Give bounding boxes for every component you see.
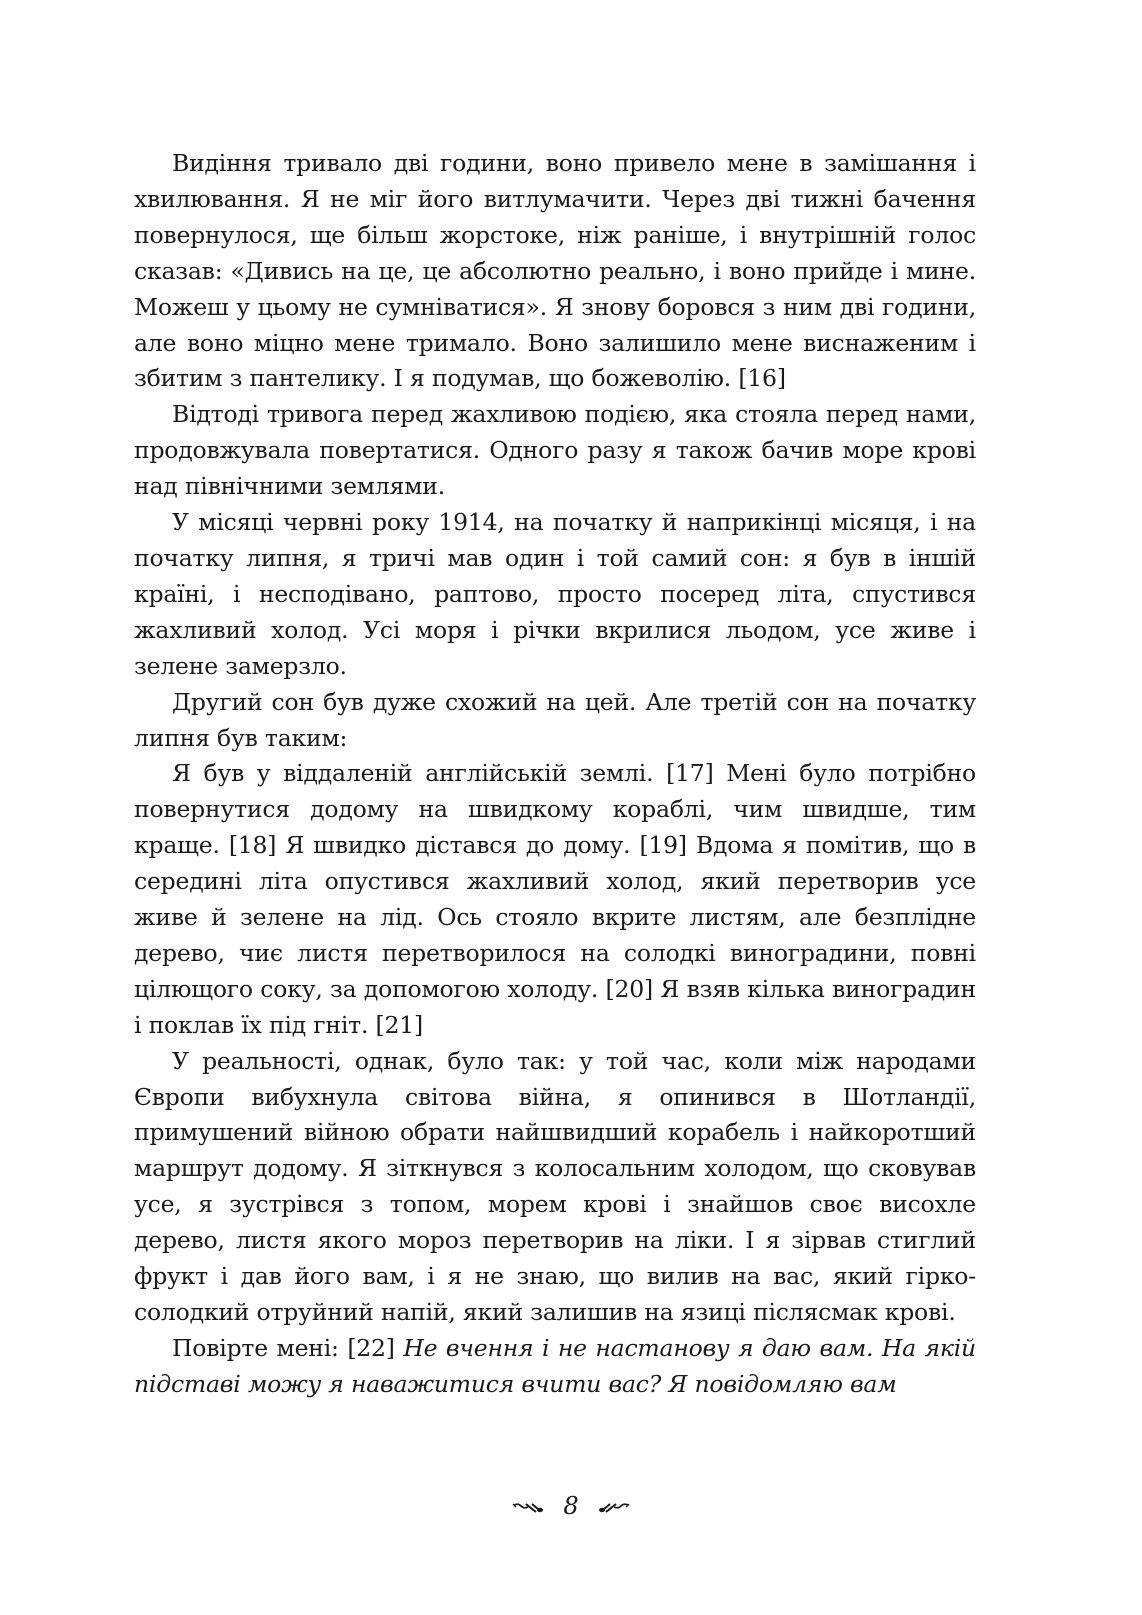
paragraph: Я був у віддаленій англійській землі. [17] Мені було потрібно повернутися додому на швидкому кораблі, чим швидше, тим краще. [18] Я швидко дістався до дому. [19] Вдома я помітив, що в середині літа опустився жахливий холод, який перетворив усе живе й зелене на лід. Ось стояло вкрите листям, але безплідне дерево, чиє листя перетворилося на солодкі виноградини, повні цілющого соку, за допомогою холоду. [20] Я взяв кілька виноградин і поклав їх під гніт. [21] <box>134 759 976 1039</box>
paragraph-lead-text: Повірте мені: [22] <box>172 1333 404 1362</box>
page-footer <box>0 1492 1142 1520</box>
paragraph: Другий сон був дуже схожий на цей. Але третій сон на початку липня був таким: <box>134 687 976 752</box>
paragraph-last <box>134 1331 976 1403</box>
paragraph: Видіння тривало дві години, воно привело мене в замішання і хвилювання. Я не міг його витлумачити. Через дві тижні бачення повернулося, ще більш жорстоке, ніж раніше, і внутрішній голос сказав: «Дивись на це, це абсолютно реально, і воно прийде і мине. Можеш у цьому не сумніватися». Я знову боровся з ним дві години, але воно міцно мене тримало. Воно залишило мене виснаженим і збитим з пантелику. І я подумав, що божеволію. [16] <box>134 149 976 393</box>
fleuron-left-icon <box>512 1501 546 1515</box>
paragraph: У місяці червні року 1914, на початку й наприкінці місяця, і на початку липня, я тричі мав один і той самий сон: я був в іншій країні, і несподівано, раптово, просто посеред літа, спустився жахливий холод. Усі моря і річки вкрилися льодом, усе живе і зелене замерзло. <box>134 508 976 680</box>
page-body <box>134 146 976 1403</box>
italic-quote-text: Не вчення і не настанову я даю вам. На якій підставі можу я наважитися вчити вас? Я повідомляю вам <box>134 1333 976 1398</box>
paragraph: У реальності, однак, було так: у той час, коли між народами Європи вибухнула світова війна, я опинився в Шотландії, примушений війною обрати найшвидший корабель і найкоротший маршрут додому. Я зіткнувся з колосальним холодом, що сковував усе, я зустрівся з топом, морем крові і знайшов своє висохле дерево, листя якого мороз перетворив на ліки. І я зірвав стиглий фрукт і дав його вам, і я не знаю, що вилив на вас, який гірко-солодкий отруйний напій, який залишив на язиці післясмак крові. <box>134 1046 976 1326</box>
paragraph: Відтоді тривога перед жахливою подією, яка стояла перед нами, продовжувала повертатися. Одного разу я також бачив море крові над північними землями. <box>134 400 976 501</box>
fleuron-right-icon <box>596 1501 630 1515</box>
page-number: 8 <box>563 1492 579 1520</box>
